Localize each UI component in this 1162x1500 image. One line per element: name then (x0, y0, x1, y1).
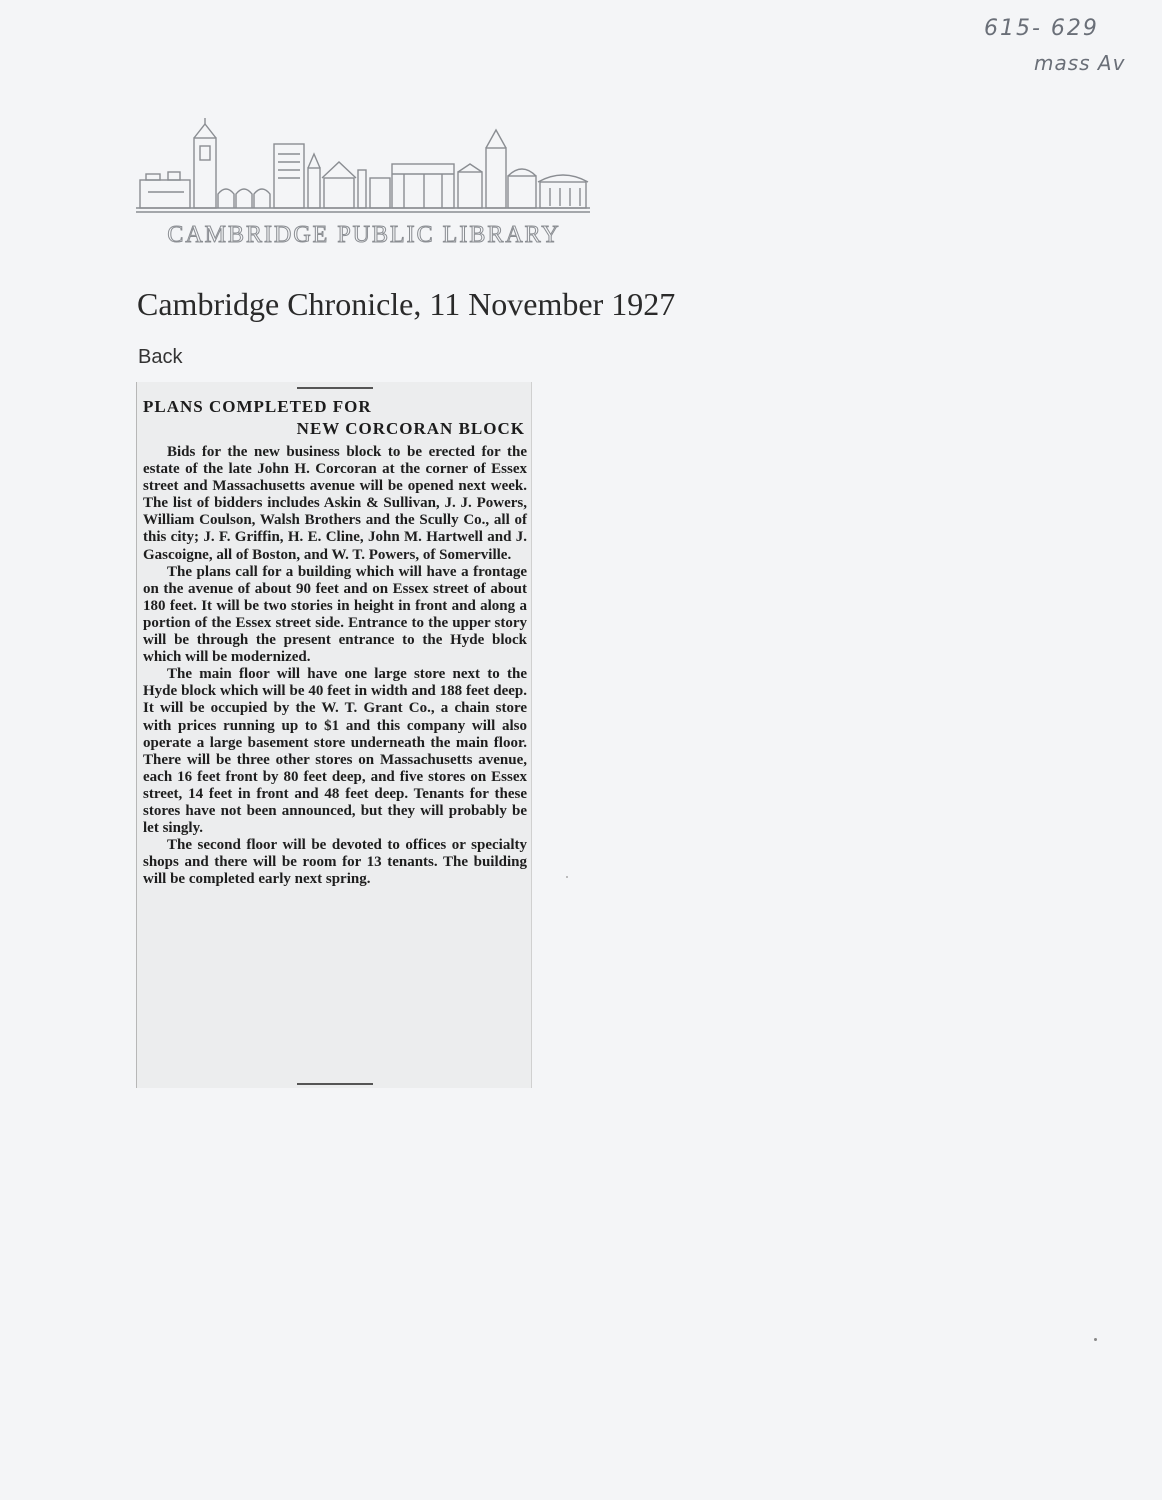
page-title: Cambridge Chronicle, 11 November 1927 (137, 286, 676, 322)
skyline-icon (134, 118, 594, 218)
headline-line-1: PLANS COMPLETED FOR (143, 397, 372, 416)
article-body (143, 444, 527, 888)
headline-line-2: NEW CORCORAN BLOCK (296, 419, 525, 438)
logo-wordmark: CAMBRIDGE PUBLIC LIBRARY (167, 222, 561, 248)
back-link[interactable]: Back (138, 346, 183, 368)
annotation-address-range: 615- 629 (984, 16, 1099, 41)
clipping-top-rule (297, 387, 373, 389)
library-logo (134, 118, 594, 248)
clipping-headline (143, 396, 527, 440)
article-paragraph: The main floor will have one large store next to the Hyde block which will be 40 feet in width and 188 feet deep. It will be occupied by the W. T. Grant Co., a chain store with prices running up to $1 and this company will also operate a large basement store underneath the main floor. There will be three other stores on Massachusetts avenue, each 16 feet front by 80 feet deep, and five stores on Essex street, 14 feet in front and 48 feet deep. Tenants for these stores have not been announced, but they will probably be let singly. (143, 666, 527, 837)
newspaper-clipping (136, 382, 532, 1088)
article-paragraph: The plans call for a building which will have a frontage on the avenue of about 90 feet and on Essex street of about 180 feet. It will be two stories in height in front and along a portion of the Essex street side. Entrance to the upper story will be through the present entrance to the Hyde block which will be modernized. (143, 563, 527, 666)
clipping-bottom-rule (297, 1083, 373, 1085)
article-paragraph: The second floor will be devoted to offices or specialty shops and there will be room for 13 tenants. The building will be completed early next spring. (143, 837, 527, 888)
annotation-street: mass Av (1034, 51, 1126, 75)
article-paragraph: Bids for the new business block to be erected for the estate of the late John H. Corcoran at the corner of Essex street and Massachusetts avenue will be opened next week. The list of bidders includes Askin & Sullivan, J. J. Powers, William Coulson, Walsh Brothers and the Scully Co., all of this city; J. F. Griffin, H. E. Cline, John M. Hartwell and J. Gascoigne, all of Boston, and W. T. Powers, of Somerville. (143, 444, 527, 563)
scan-speck (566, 876, 568, 878)
scan-speck (1094, 1338, 1097, 1341)
